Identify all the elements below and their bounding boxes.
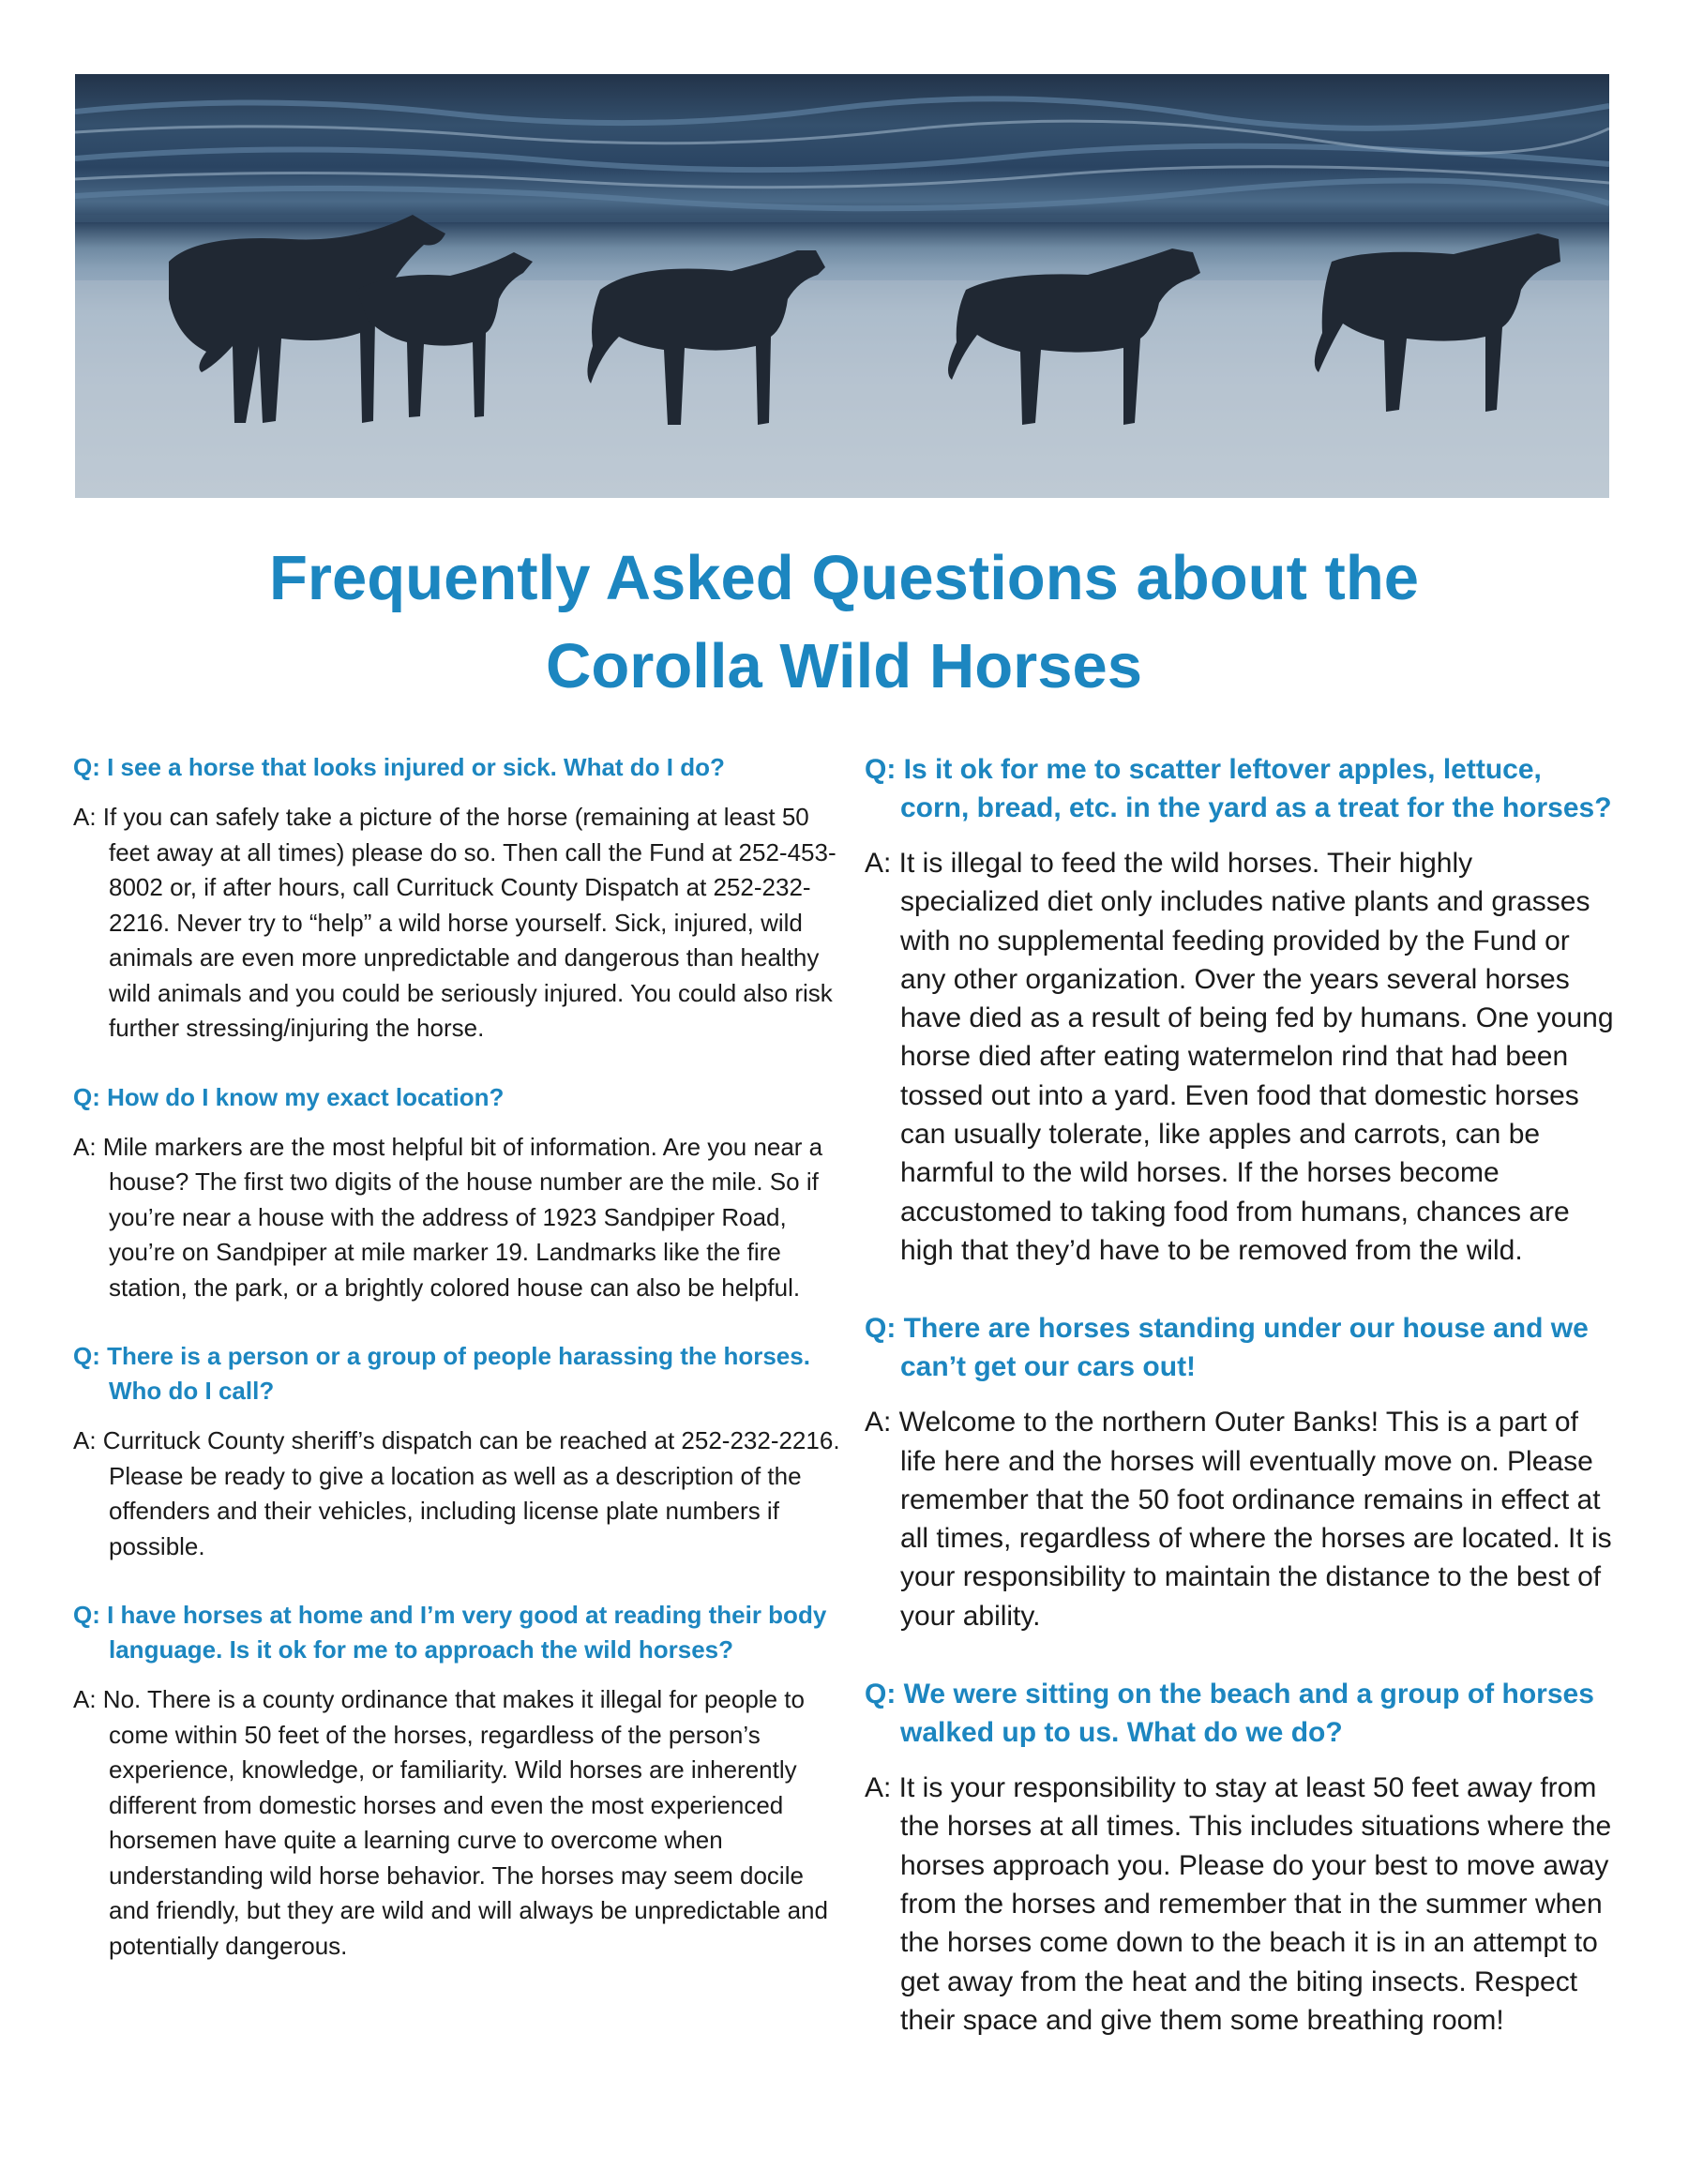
faq-answer: A: Currituck County sheriff’s dispatch can be reached at 252-232-2216. Please be ready to give a location as well as a description of the offenders and their vehicles, including license plate numbers if possible. (73, 1426, 840, 1560)
wild-horses-on-beach-photo-icon (75, 74, 1609, 498)
right-column (865, 750, 1615, 2079)
faq-item (865, 1675, 1615, 2040)
title-line-1: Frequently Asked Questions about the (268, 543, 1420, 613)
title-line-2: Corolla Wild Horses (545, 631, 1142, 701)
faq-item (865, 1309, 1615, 1635)
faq-answer: A: It is illegal to feed the wild horses. Their highly specialized diet only includes native plants and grasses with no supplemental feeding provided by the Fund or any other organization. Over the years several horses have died as a result of being fed by humans. One young horse died after eating watermelon rind that had been tossed out into a yard. Even food that domestic horses can usually tolerate, like apples and carrots, can be harmful to the wild horses. If the horses become accustomed to taking food from humans, chances are high that they’d have to be removed from the wild. (865, 848, 1614, 1266)
faq-answer: A: If you can safely take a picture of the horse (remaining at least 50 feet away at all times) please do so. Then call the Fund at 252-453-8002 or, if after hours, call Currituck County Dispatch at 252-232-2216. Never try to “help” a wild horse yourself. Sick, injured, wild animals are even more unpredictable and dangerous than healthy wild animals and you could be seriously injured. You could also risk further stressing/injuring the horse. (73, 803, 836, 1042)
faq-item (865, 750, 1615, 1270)
faq-question: Q: We were sitting on the beach and a group of horses walked up to us. What do we do? (865, 1679, 1594, 1749)
faq-question: Q: There is a person or a group of people harassing the horses. Who do I call? (73, 1342, 810, 1405)
faq-item (73, 1339, 842, 1564)
faq-question: Q: Is it ok for me to scatter leftover apples, lettuce, corn, bread, etc. in the yard as a treat for the horses? (865, 754, 1612, 823)
faq-question: Q: There are horses standing under our house and we can’t get our cars out! (865, 1313, 1589, 1383)
faq-item (73, 1598, 842, 1964)
faq-question: Q: I have horses at home and I’m very good at reading their body language. Is it ok for me to approach the wild horses? (73, 1601, 827, 1664)
faq-answer: A: Mile markers are the most helpful bit of information. Are you near a house? The first two digits of the house number are the mile. So if you’re near a house with the address of 1923 Sandpiper Road, you’re on Sandpiper at mile marker 19. Landmarks like the fire station, the park, or a brightly colored house can also be helpful. (73, 1132, 823, 1302)
hero-photo (75, 74, 1609, 498)
faq-answer: A: Welcome to the northern Outer Banks! This is a part of life here and the horses will eventually move on. Please remember that the 50 foot ordinance remains in effect at all times, regardless of where the horses are located. It is your responsibility to maintain the distance to the best of your ability. (865, 1407, 1612, 1632)
faq-item (73, 750, 842, 1047)
faq-question: Q: I see a horse that looks injured or sick. What do I do? (73, 753, 725, 781)
faq-answer: A: No. There is a county ordinance that makes it illegal for people to come within 50 feet of the horses, regardless of the person’s experience, knowledge, or familiarity. Wild horses are inherently different from domestic horses and even the most experienced horsemen have quite a learning curve to overcome when understanding wild horse behavior. The horses may seem docile and friendly, but they are wild and will always be unpredictable and potentially dangerous. (73, 1685, 828, 1960)
faq-item (73, 1080, 842, 1306)
faq-answer: A: It is your responsibility to stay at least 50 feet away from the horses at all times. This includes situations where the horses approach you. Please do your best to move away from the horses and remember that in the summer when the horses come down to the beach it is in an attempt to get away from the heat and the biting insects. Respect their space and give them some breathing room! (865, 1772, 1612, 2036)
page-title (0, 535, 1688, 711)
faq-question: Q: How do I know my exact location? (73, 1082, 505, 1111)
left-column (73, 750, 842, 1997)
